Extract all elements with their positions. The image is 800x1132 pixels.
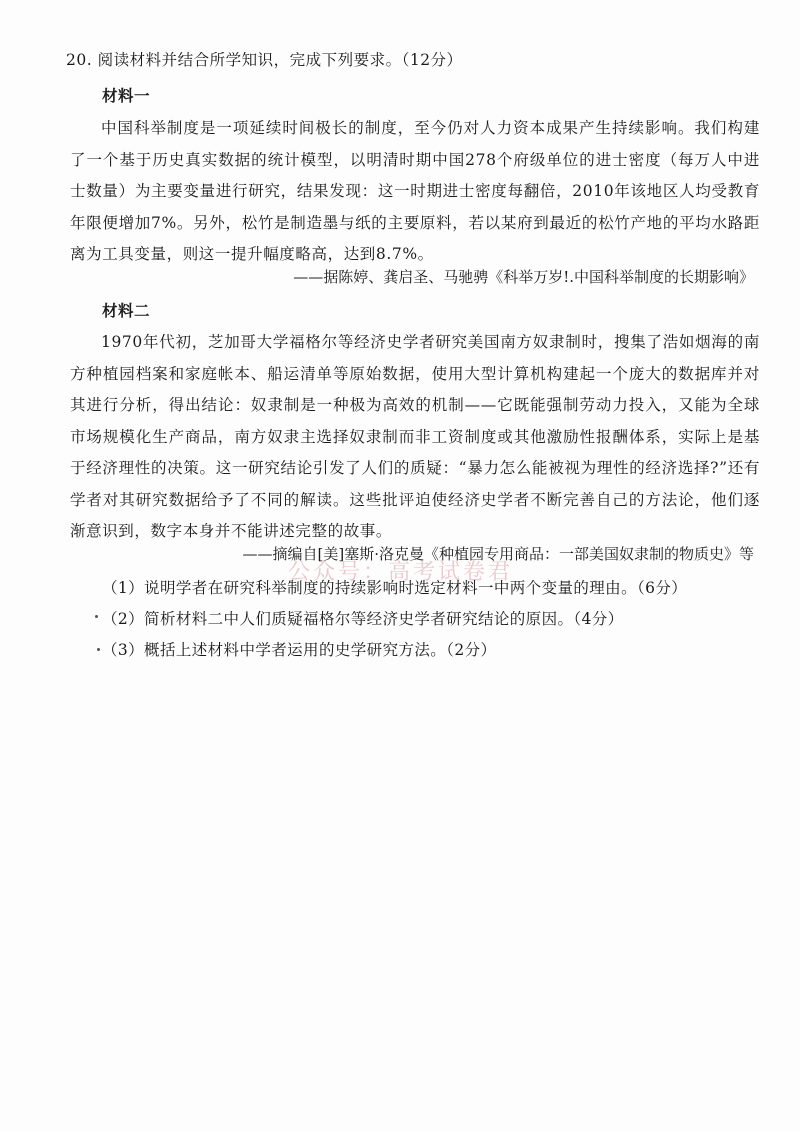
material-2-source: ——摘编自[美]塞斯·洛克曼《种植园专用商品：一部美国奴隶制的物质史》等 xyxy=(242,545,754,563)
material-1-title: 材料一 xyxy=(102,86,151,105)
scan-speck xyxy=(97,648,100,651)
material-2-body: 1970年代初，芝加哥大学福格尔等经济史学者研究美国南方奴隶制时，搜集了浩如烟海的南方种植园档案和家庭帐本、船运清单等原始数据，使用大型计算机构建起一个庞大的数据库并对其进行分析，得出结论：奴隶制是一种极为高效的机制——它既能强制劳动力投入，又能为全球市场规模化生产商品，南方奴隶主选择奴隶制而非工资制度或其他激励性报酬体系，实际上是基于经济理性的决策。这一研究结论引发了人们的质疑：“暴力怎么能被视为理性的经济选择?”还有学者对其研究数据给予了不同的解读。这些批评迫使经济史学者不断完善自己的方法论，他们逐渐意识到，数字本身并不能讲述完整的故事。 xyxy=(70,333,760,540)
subquestion-3: （3）概括上述材料中学者运用的史学研究方法。（2分） xyxy=(102,641,497,659)
question-header: 20. 阅读材料并结合所学知识，完成下列要求。（12分） xyxy=(66,51,463,69)
subquestion-1: （1）说明学者在研究科举制度的持续影响时选定材料一中两个变量的理由。（6分） xyxy=(102,579,688,597)
watermark: 公众号：高考试卷君 xyxy=(288,560,514,585)
material-2-title: 材料二 xyxy=(102,301,151,320)
subquestion-2: （2）简析材料二中人们质疑福格尔等经济史学者研究结论的原因。（4分） xyxy=(102,610,624,628)
material-1-body: 中国科举制度是一项延续时间极长的制度，至今仍对人力资本成果产生持续影响。我们构建了一个基于历史真实数据的统计模型，以明清时期中国278个府级单位的进士密度（每万人中进士数量）为主要变量进行研究，结果发现：这一时期进士密度每翻倍，2010年该地区人均受教育年限便增加7%。另外，松竹是制造墨与纸的主要原料，若以某府到最近的松竹产地的平均水路距离为工具变量，则这一提升幅度略高，达到8.7%。 xyxy=(70,119,760,263)
scan-speck xyxy=(95,615,98,618)
material-1-source: ——据陈婷、龚启圣、马驰骋《科举万岁!.中国科举制度的长期影响》 xyxy=(293,268,754,286)
